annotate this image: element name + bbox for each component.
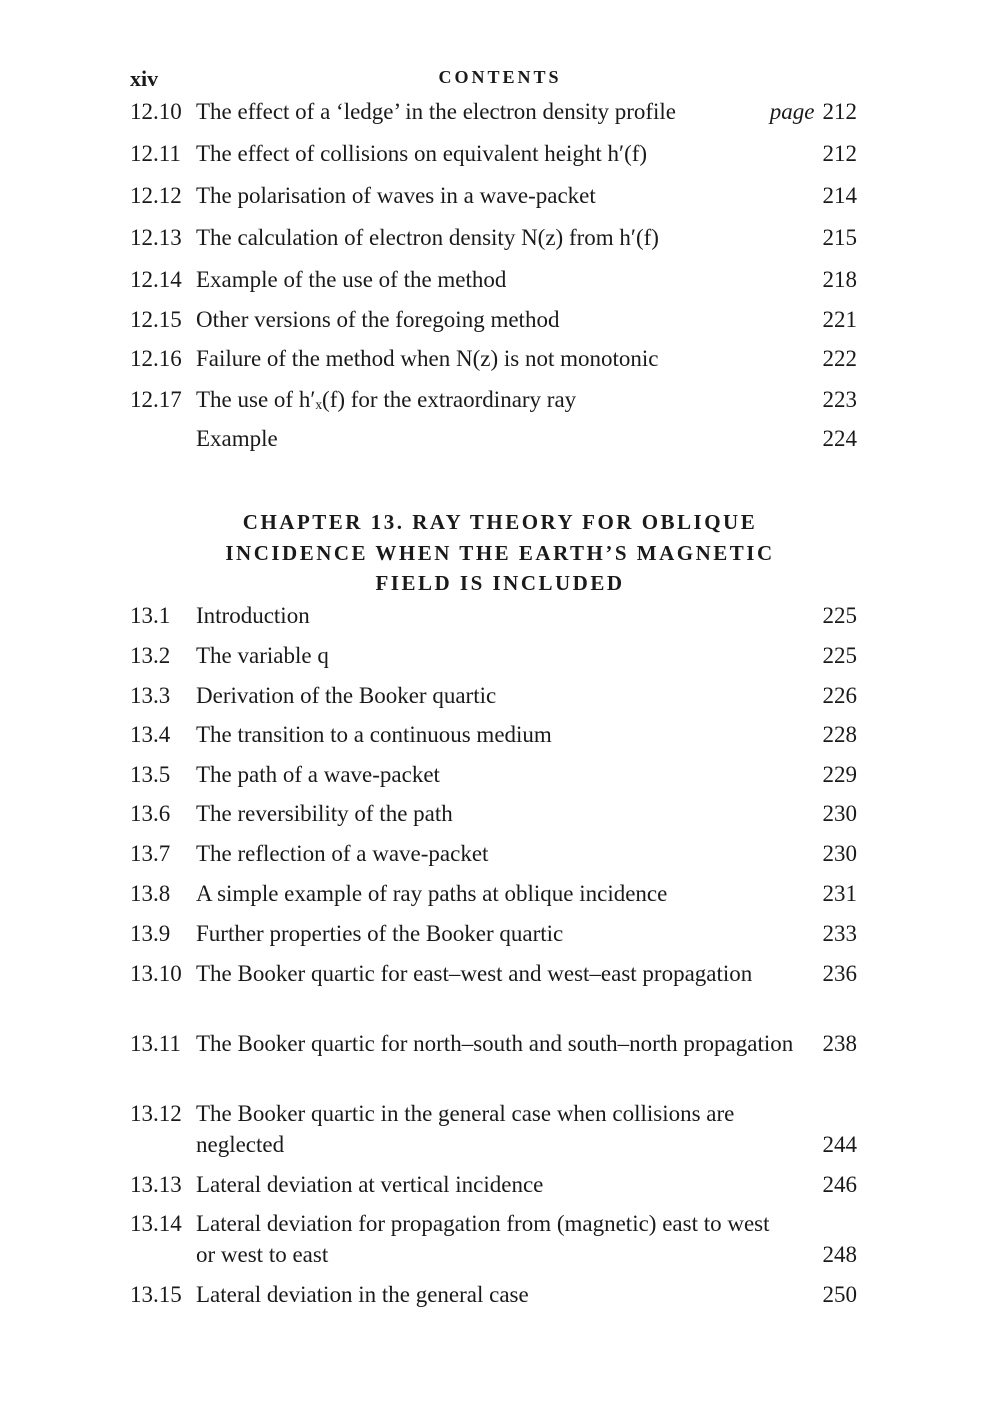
section-title: The calculation of electron density N(z) from h′(f) xyxy=(196,225,659,250)
page-number xyxy=(823,643,858,669)
page-number xyxy=(823,841,858,867)
section-title: The reversibility of the path xyxy=(196,801,453,826)
page-number xyxy=(823,141,858,167)
section-title: The reflection of a wave-packet xyxy=(196,841,489,866)
section-number: 13.5 xyxy=(130,762,171,787)
section-number: 12.16 xyxy=(130,346,182,371)
section-number: 13.12 xyxy=(130,1101,182,1126)
page-value: 238 xyxy=(822,1031,857,1056)
page-value: 224 xyxy=(822,426,857,451)
section-title: The Booker quartic for north–south and south–north propagation xyxy=(196,1031,794,1056)
section-title: The polarisation of waves in a wave-packet xyxy=(196,183,596,208)
section-number: 12.15 xyxy=(130,307,182,332)
section-title: Example xyxy=(196,426,278,451)
page-number xyxy=(823,1132,858,1158)
section-title: A simple example of ray paths at oblique incidence xyxy=(196,881,668,906)
page-value: 221 xyxy=(822,307,857,332)
section-title: Lateral deviation at vertical incidence xyxy=(196,1172,544,1197)
page-value: 250 xyxy=(822,1282,857,1307)
page-value: 212 xyxy=(822,141,857,166)
page-value: 230 xyxy=(822,841,857,866)
page-number xyxy=(823,921,858,947)
section-number: 13.1 xyxy=(130,603,171,628)
page-value: 222 xyxy=(822,346,857,371)
page-value: 214 xyxy=(822,183,857,208)
section-number: 13.9 xyxy=(130,921,171,946)
section-number: 12.10 xyxy=(130,99,182,124)
section-number: 12.14 xyxy=(130,267,182,292)
page-number xyxy=(823,346,858,372)
page-value: 225 xyxy=(822,643,857,668)
page-number xyxy=(823,1282,858,1308)
page-number xyxy=(823,722,858,748)
page-value: 231 xyxy=(822,881,857,906)
page-number xyxy=(823,267,858,293)
page-value: 228 xyxy=(822,722,857,747)
section-number: 13.10 xyxy=(130,961,182,986)
chapter-13-heading xyxy=(0,507,1000,599)
page-number xyxy=(823,961,858,987)
page-value: 225 xyxy=(822,603,857,628)
page-number xyxy=(770,99,857,125)
page-number xyxy=(823,801,858,827)
section-title: Failure of the method when N(z) is not monotonic xyxy=(196,346,659,371)
page-number xyxy=(823,426,858,452)
section-number: 13.3 xyxy=(130,683,171,708)
section-title: Other versions of the foregoing method xyxy=(196,307,560,332)
page-value: 230 xyxy=(822,801,857,826)
section-title: Introduction xyxy=(196,603,310,628)
page-value: 244 xyxy=(822,1132,857,1157)
running-title: CONTENTS xyxy=(438,67,562,87)
page-number xyxy=(823,603,858,629)
page-value: 236 xyxy=(822,961,857,986)
page-value: 226 xyxy=(822,683,857,708)
section-number: 13.2 xyxy=(130,643,171,668)
section-number: 13.14 xyxy=(130,1211,182,1236)
section-number: 13.15 xyxy=(130,1282,182,1307)
section-number: 12.12 xyxy=(130,183,182,208)
section-title: The effect of a ‘ledge’ in the electron density profile xyxy=(196,99,677,124)
page-value: 229 xyxy=(822,762,857,787)
page-number xyxy=(823,1172,858,1198)
section-number: 13.7 xyxy=(130,841,171,866)
chapter-heading-line: INCIDENCE WHEN THE EARTH’S MAGNETIC xyxy=(225,540,775,565)
section-number: 13.4 xyxy=(130,722,171,747)
page-value: 223 xyxy=(822,387,857,412)
section-number: 13.13 xyxy=(130,1172,182,1197)
section-number: 12.11 xyxy=(130,141,181,166)
section-title: Lateral deviation for propagation from (magnetic) east to west or west to east xyxy=(196,1211,770,1267)
page-value: 246 xyxy=(822,1172,857,1197)
page-value: 233 xyxy=(822,921,857,946)
page-number xyxy=(823,183,858,209)
page-value: 212 xyxy=(822,99,857,124)
page-number xyxy=(823,683,858,709)
section-number: 12.13 xyxy=(130,225,182,250)
page-folio: xiv xyxy=(130,66,159,91)
section-number: 13.8 xyxy=(130,881,171,906)
section-title: Derivation of the Booker quartic xyxy=(196,683,497,708)
chapter-heading-line: FIELD IS INCLUDED xyxy=(375,571,625,595)
section-title: Lateral deviation in the general case xyxy=(196,1282,529,1307)
section-number: 12.17 xyxy=(130,387,182,412)
page-value: 218 xyxy=(822,267,857,292)
chapter-heading-line: CHAPTER 13. RAY THEORY FOR OBLIQUE xyxy=(242,510,758,534)
page-number xyxy=(823,387,858,413)
section-title: The Booker quartic in the general case when collisions are neglected xyxy=(196,1101,735,1157)
page-value: 215 xyxy=(822,225,857,250)
section-title: The Booker quartic for east–west and west–east propagation xyxy=(196,961,753,986)
page-number xyxy=(823,762,858,788)
section-number: 13.6 xyxy=(130,801,171,826)
page-number xyxy=(823,1031,858,1057)
section-number: 13.11 xyxy=(130,1031,181,1056)
page-number xyxy=(823,307,858,333)
section-title: The use of h′ₓ(f) for the extraordinary ray xyxy=(196,387,577,412)
section-title: The effect of collisions on equivalent height h′(f) xyxy=(196,141,648,166)
section-title: Example of the use of the method xyxy=(196,267,507,292)
page-number xyxy=(823,881,858,907)
page-value: 248 xyxy=(822,1242,857,1267)
section-title: The transition to a continuous medium xyxy=(196,722,552,747)
section-title: Further properties of the Booker quartic xyxy=(196,921,564,946)
page-number xyxy=(823,1242,858,1268)
section-title: The variable q xyxy=(196,643,329,668)
page-number xyxy=(823,225,858,251)
page-prefix: page xyxy=(769,99,815,124)
section-title: The path of a wave-packet xyxy=(196,762,440,787)
